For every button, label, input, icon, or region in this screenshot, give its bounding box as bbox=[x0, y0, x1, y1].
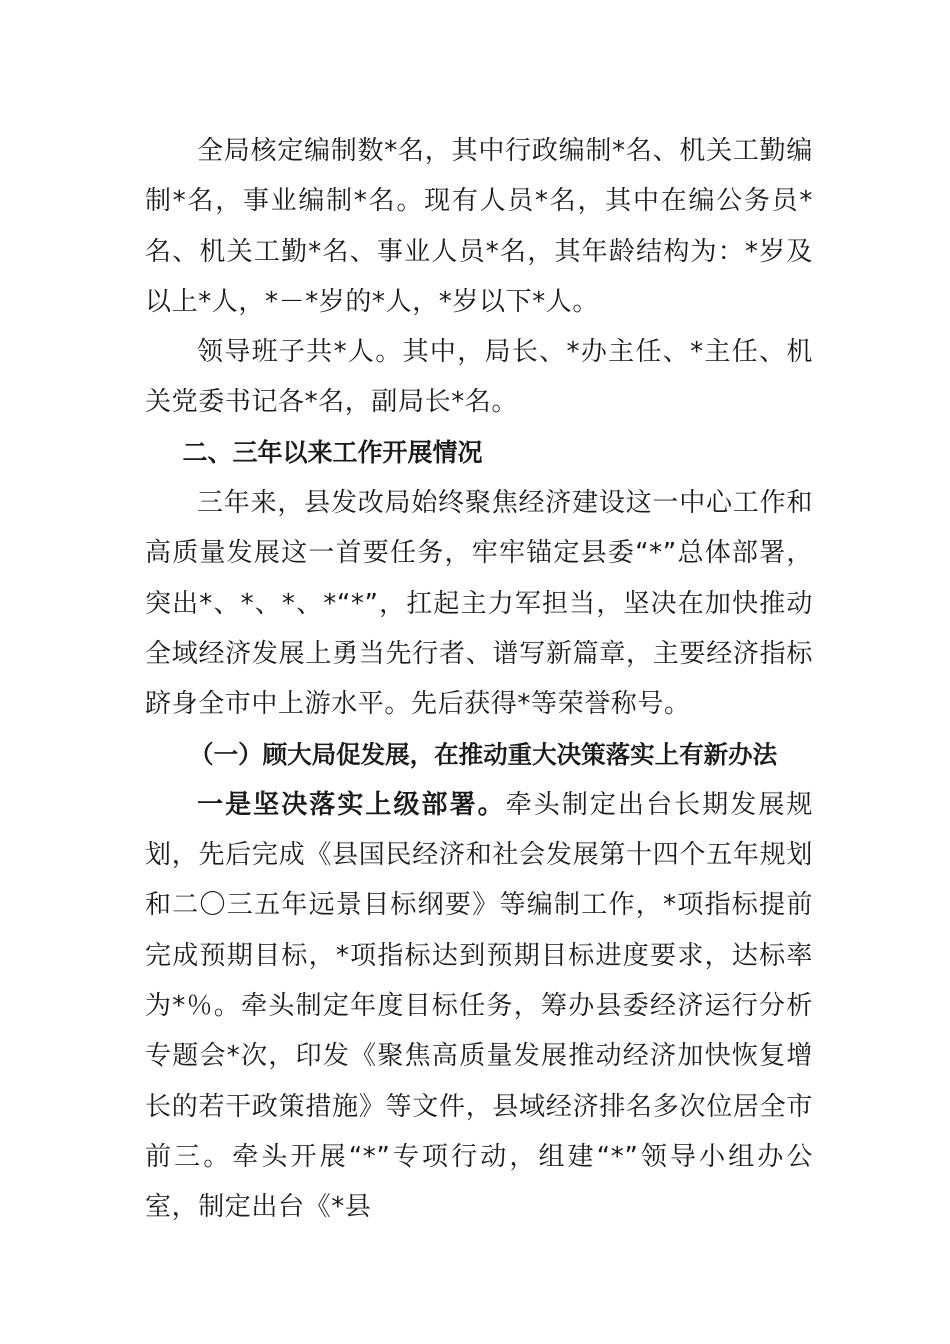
subsection-one-heading: （一）顾大局促发展，在推动重大决策落实上有新办法 bbox=[189, 739, 778, 769]
point-one-text: 牵头制定出台长期发展规划，先后完成《县国民经济和社会发展第十四个五年规划和二〇三五年远景目标纲要》等编制工作，*项指标提前完成预期目标，*项指标达到预期目标进度要求，达标率为*％。牵头制定年度目标任务，筹办县委经济运行分析专题会*次，印发《聚焦高质量发展推动经济加快恢复增长的若干政策措施》等文件，县域经济排名多次位居全市前三。牵头开展“*”专项行动，组建“*”领导小组办公室，制定出台《*县 bbox=[145, 789, 813, 1223]
paragraph-staffing: 全局核定编制数*名，其中行政编制*名、机关工勤编制*名，事业编制*名。现有人员*名，其中在编公务员*名、机关工勤*名、事业人员*名，其年龄结构为：*岁及以上*人，*－*岁的*人，*岁以下*人。 bbox=[145, 136, 813, 317]
document-page bbox=[145, 126, 813, 1233]
point-one-lead: 一是坚决落实上级部署。 bbox=[197, 789, 506, 820]
paragraph-point-one bbox=[145, 780, 813, 1233]
paragraph-section-two-intro: 三年来，县发改局始终聚焦经济建设这一中心工作和高质量发展这一首要任务，牢牢锚定县委“*”总体部署，突出*、*、*、*“*”，扛起主力军担当，坚决在加快推动全域经济发展上勇当先行者、谱写新篇章，主要经济指标跻身全市中上游水平。先后获得*等荣誉称号。 bbox=[145, 488, 813, 720]
section-two-heading: 二、三年以来工作开展情况 bbox=[182, 437, 483, 467]
paragraph-leadership: 领导班子共*人。其中，局长、*办主任、*主任、机关党委书记各*名，副局长*名。 bbox=[145, 337, 813, 418]
